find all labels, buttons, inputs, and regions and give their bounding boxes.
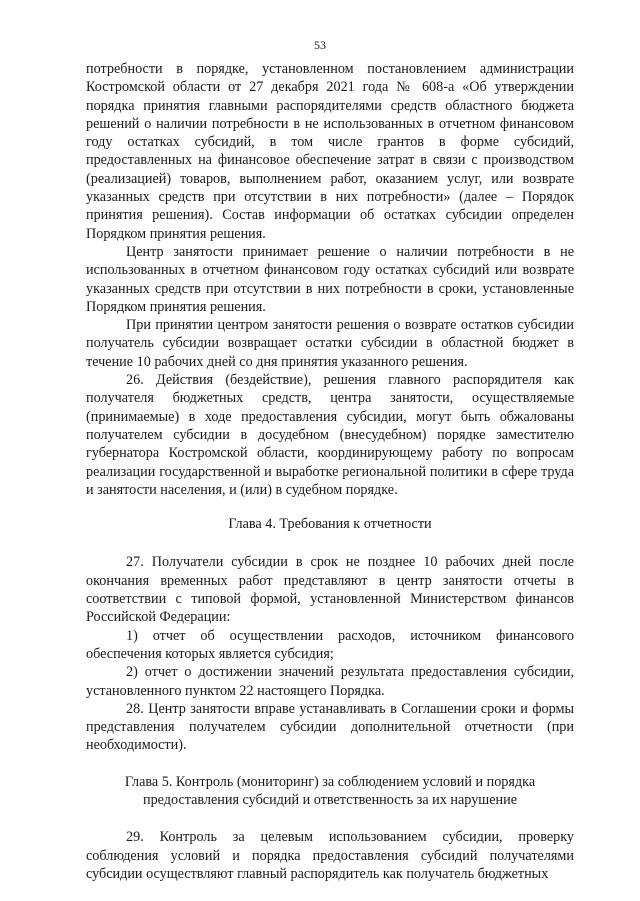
paragraph-27: 27. Получатели субсидии в срок не позднее 10 рабочих дней после окончания временных работ представляют в центр занятости отчеты в соответствии с типовой формой, установленной Министерством финансов Российской Федерации: <box>86 554 574 626</box>
page-number: 53 <box>314 38 326 52</box>
paragraph-return: При принятии центром занятости решения о возврате остатков субсидии получатель субсидии возвращает остатки субсидии в областной бюджет в течение 10 рабочих дней со дня принятия указанного решения. <box>86 317 574 370</box>
paragraph-decision: Центр занятости принимает решение о наличии потребности в не использованных в отчетном финансовом году остатках субсидий или возврате указанных средств при отсутствии в них потребности в сроки, установленные Порядком принятия решения. <box>86 243 574 315</box>
document-body <box>86 60 574 883</box>
chapter-5-heading-line-1: Глава 5. Контроль (мониторинг) за соблюдением условий и порядка <box>124 773 536 790</box>
paragraph-26: 26. Действия (бездействие), решения главного распорядителя как получателя бюджетных средств, центра занятости, осуществляемые (принимаемые) в ходе предоставления субсидии, могут быть обжалованы получателем субсидии в досудебном (внесудебном) порядке заместителю губернатора Костромской области, координирующему работу по вопросам реализации государственной и выработке региональной политики в сфере труда и занятости населения, и (или) в судебном порядке. <box>86 372 574 498</box>
paragraph-29: 29. Контроль за целевым использованием субсидии, проверку соблюдения условий и порядка предоставления субсидий получателями субсидии осуществляют главный распорядитель как получатель бюджетных <box>86 829 574 882</box>
paragraph-continuation: потребности в порядке, установленном постановлением администрации Костромской области от 27 декабря 2021 года № 608-а «Об утверждении порядка принятия главными распорядителями средств областного бюджета решений о наличии потребности в не использованных в отчетном финансовом году остатках субсидий, в том числе грантов в форме субсидий, предоставленных на финансовое обеспечение затрат в связи с производством (реализацией) товаров, выполнением работ, оказанием услуг, или возврате указанных средств при отсутствии в них потребности» (далее – Порядок принятия решения). Состав информации об остатках субсидии определен Порядком принятия решения. <box>86 61 574 242</box>
chapter-5-heading-line-2: предоставления субсидий и ответственность за их нарушение <box>142 791 517 808</box>
chapter-4-heading: Глава 4. Требования к отчетности <box>228 516 432 533</box>
paragraph-27-item-2: 2) отчет о достижении значений результата предоставления субсидии, установленного пунктом 22 настоящего Порядка. <box>86 664 574 699</box>
paragraph-27-item-1: 1) отчет об осуществлении расходов, источником финансового обеспечения которых является субсидия; <box>86 627 574 662</box>
chapter-5-heading <box>86 773 574 810</box>
paragraph-28: 28. Центр занятости вправе устанавливать в Соглашении сроки и формы представления получателем субсидии дополнительной отчетности (при необходимости). <box>86 700 574 754</box>
